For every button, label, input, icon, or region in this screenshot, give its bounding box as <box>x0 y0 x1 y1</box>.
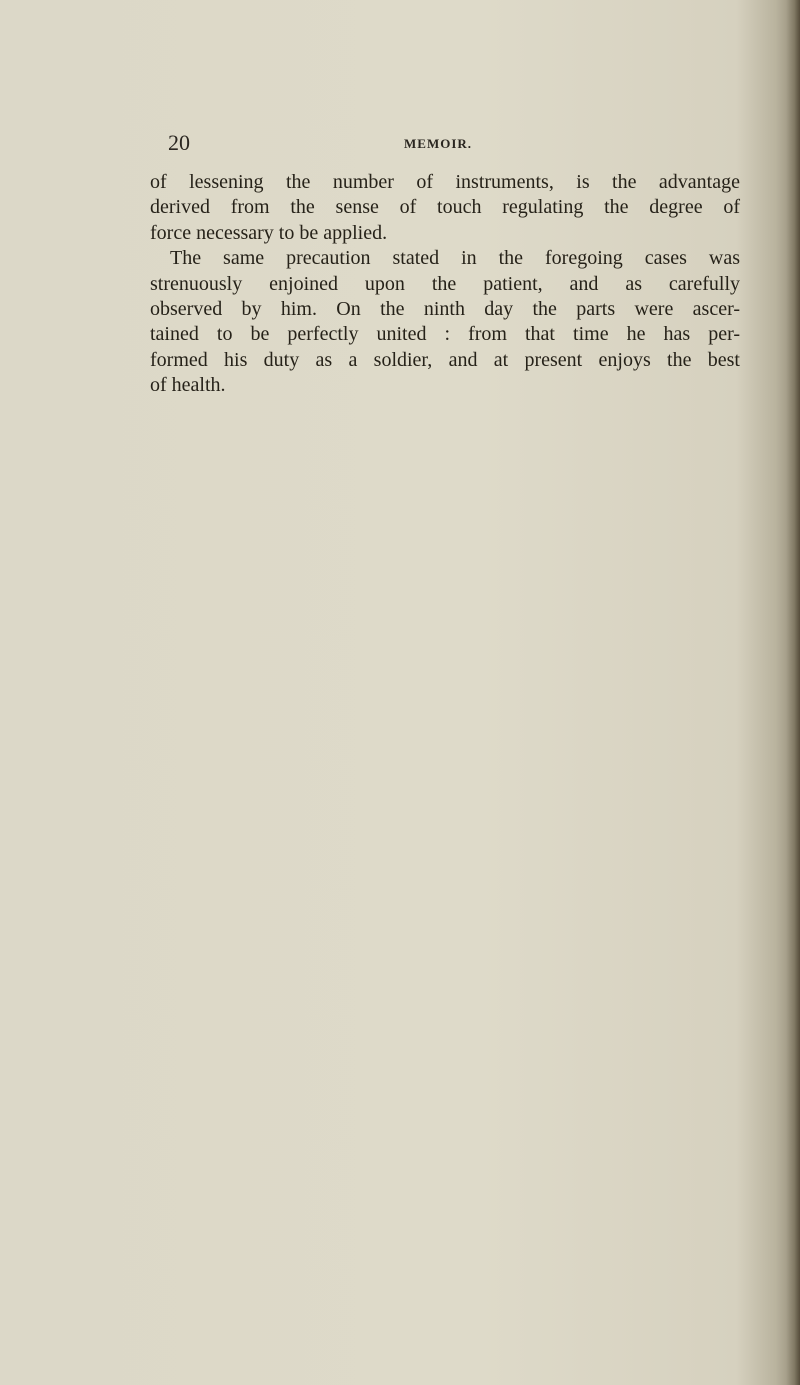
page-number: 20 <box>168 130 190 155</box>
body-text <box>150 170 740 399</box>
text-line: The same precaution stated in the foregoing cases was <box>170 247 740 270</box>
page-edge-shadow <box>786 0 800 1385</box>
text-line: derived from the sense of touch regulating the degree of <box>150 196 740 219</box>
running-head <box>168 130 528 160</box>
text-line: force necessary to be applied. <box>150 221 388 244</box>
running-head-title: MEMOIR. <box>404 136 473 151</box>
text-line: strenuously enjoined upon the patient, and as carefully <box>150 272 740 295</box>
text-line: observed by him. On the ninth day the parts were ascer- <box>150 298 740 321</box>
text-line: formed his duty as a soldier, and at present enjoys the best <box>150 348 740 371</box>
text-line: of lessening the number of instruments, is the advantage <box>150 171 740 193</box>
text-line: tained to be perfectly united : from that time he has per- <box>150 323 740 346</box>
text-line: of health. <box>150 374 226 397</box>
